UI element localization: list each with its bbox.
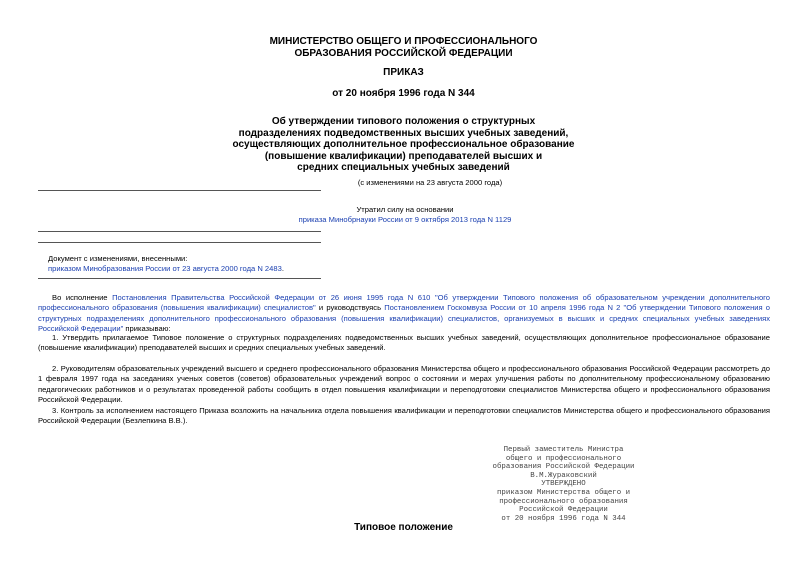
doc-type: ПРИКАЗ [383, 67, 424, 78]
ministry-line-2: ОБРАЗОВАНИЯ РОССИЙСКОЙ ФЕДЕРАЦИИ [294, 47, 513, 59]
changes-link[interactable]: приказом Минобразования России от 23 августа 2000 года N 2483 [48, 264, 282, 273]
signature-block [486, 446, 641, 523]
intro-link-1[interactable]: Постановления Правительства Российской Федерации от 26 июня 1995 года N 610 "Об утверждении Типового положения об образовательном учреждении дополнительного профессионального образования (повышения квалификации) специалистов" [38, 293, 770, 313]
signature-line: В.М.Жураковский [530, 471, 597, 480]
intro-suffix: приказываю: [123, 324, 171, 334]
signature-line: общего и профессионального [505, 454, 622, 463]
divider [38, 190, 321, 191]
changes-trail: . [281, 264, 284, 273]
signature-line: от 20 ноября 1996 года N 344 [501, 514, 626, 523]
amendment-note: (с изменениями на 23 августа 2000 года) [357, 178, 503, 187]
title-line-4: (повышение квалификации) преподавателей высших и [264, 150, 543, 162]
ministry-name [0, 36, 807, 59]
title-line-2: подразделениях подведомственных высших учебных заведений, [238, 127, 569, 139]
doc-date-number: от 20 ноября 1996 года N 344 [332, 88, 475, 99]
title-line-1: Об утверждении типового положения о структурных [271, 116, 536, 127]
order-item-1: 1. Утвердить прилагаемое Типовое положение о структурных подразделениях подведомственных высших учебных заведений, осуществляющих дополнительное профессиональное образование (повышение квалификации) преподавателей высших и средних специальных учебных заведений. [38, 333, 770, 353]
doc-title [0, 116, 807, 174]
intro-middle: и руководствуясь [315, 303, 385, 313]
signature-line: Первый заместитель Министра [503, 446, 624, 454]
appendix-title: Типовое положение [354, 522, 453, 533]
order-item-3: 3. Контроль за исполнением настоящего Приказа возложить на начальника отдела повышения квалификации и переподготовки специалистов Министерства общего и профессионального образования Российской Федерации (Безлепкина В.В.). [38, 406, 770, 426]
signature-line: УТВЕРЖДЕНО [541, 480, 586, 489]
intro-paragraph [38, 293, 770, 335]
intro-link-2[interactable]: Постановлением Госкомвуза России от 10 апреля 1996 года N 2 "Об утверждении Типового положения о структурных подразделениях дополнительного профессионального образования (повышения квалификации) специалистов, организуемых в высших и средних специальных учебных заведениях Российской Федерации" [38, 303, 771, 334]
repeal-text: Утратил силу на основании [356, 205, 454, 214]
divider [38, 278, 321, 279]
repeal-notice [250, 205, 560, 225]
title-line-5: средних специальных учебных заведений [297, 162, 510, 173]
changes-box [48, 254, 348, 274]
divider [38, 242, 321, 243]
ministry-line-1: МИНИСТЕРСТВО ОБЩЕГО И ПРОФЕССИОНАЛЬНОГО [269, 36, 538, 47]
signature-line: профессионального образования [499, 497, 628, 506]
intro-prefix: Во исполнение [52, 293, 113, 302]
repeal-link[interactable]: приказа Минобрнауки России от 9 октября 2013 года N 1129 [298, 215, 512, 224]
order-item-2: 2. Руководителям образовательных учреждений высшего и среднего профессионального образования Министерства общего и профессионального образования Российской Федерации рассмотреть до 1 февраля 1997 года на заседаниях ученых советов (советов) образовательных учреждений вопрос о состоянии и мерах улучшения работы по дополнительному профессиональному образованию педагогических работников и о результатах проведенной работы сообщить в отдел повышения квалификации и переподготовки специалистов Министерства общего и профессионального образования Российской Федерации. [38, 364, 770, 405]
title-line-3: осуществляющих дополнительное профессиональное образование [232, 139, 575, 150]
changes-label: Документ с изменениями, внесенными: [48, 254, 188, 263]
divider [38, 231, 321, 232]
signature-line: образования Российской Федерации [492, 463, 635, 472]
signature-line: Российской Федерации [519, 506, 608, 515]
signature-line: приказом Министерства общего и [496, 488, 631, 497]
